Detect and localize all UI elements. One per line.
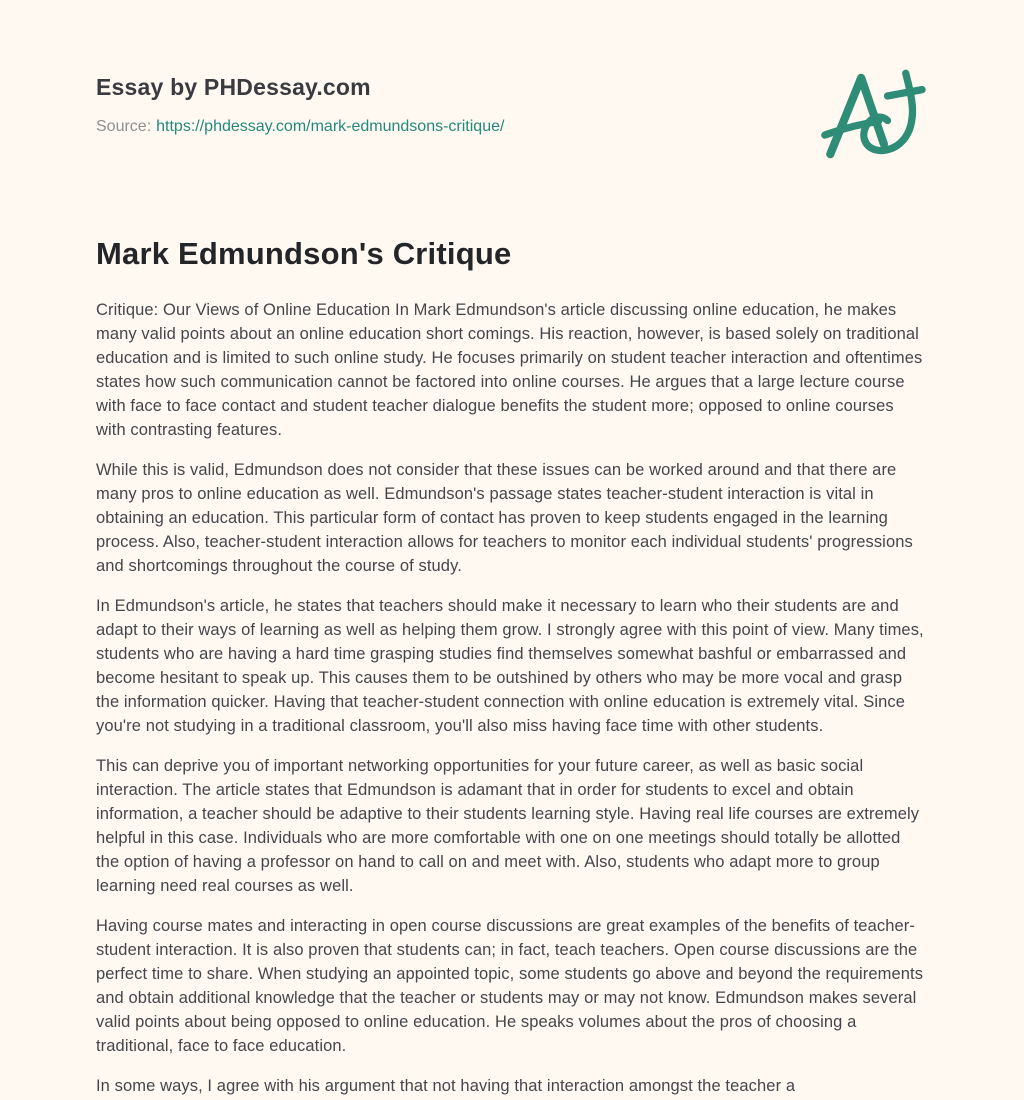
essay-title: Mark Edmundson's Critique [96,236,512,271]
essay-paragraph-5: Having course mates and interacting in open course discussions are great examples of the benefits of teacher-student interaction. It is also proven that students can; in fact, teach teachers. Open course discussions are the perfect time to share. When studying an appointed topic, some students go above and beyond the requirements and obtain additional knowledge that the teacher or students may or may not know. Edmundson makes several valid points about being opposed to online education. He speaks volumes about the pros of choosing a traditional, face to face education. [96,917,924,1055]
source-line [96,117,504,136]
brand-title: Essay by PHDessay.com [96,74,371,100]
source-label: Source: [96,118,152,135]
essay-paragraph-4: This can deprive you of important networking opportunities for your future career, as well as basic social interaction. The article states that Edmundson is adamant that in order for students to excel and obtain information, a teacher should be adaptive to their students learning style. Having real life courses are extremely helpful in this case. Individuals who are more comfortable with one on one meetings should totally be allotted the option of having a professor on hand to call on and meet with. Also, students who adapt more to group learning need real courses as well. [96,757,920,895]
essay-body [96,298,928,1098]
page-header [96,74,928,166]
essay-content [96,236,928,1098]
essay-paragraph-2: While this is valid, Edmundson does not consider that these issues can be worked around and that there are many pros to online education as well. Edmundson's passage states teacher-student interaction is vital in obtaining an education. This particular form of contact has proven to keep students engaged in the learning process. Also, teacher-student interaction allows for teachers to monitor each individual students' progressions and shortcomings throughout the course of study. [96,461,913,575]
essay-paragraph-6: In some ways, I agree with his argument that not having that interaction amongst the teacher a [96,1077,796,1095]
essay-paragraph-3: In Edmundson's article, he states that teachers should make it necessary to learn who their students are and adapt to their ways of learning as well as helping them grow. I strongly agree with this point of view. Many times, students who are having a hard time grasping studies find themselves somewhat bashful or embarrassed and become hesitant to speak up. This causes them to be outshined by others who may be more vocal and grasp the information quicker. Having that teacher-student connection with online education is extremely vital. Since you're not studying in a traditional classroom, you'll also miss having face time with other students. [96,597,924,735]
header-text-block [96,74,504,136]
source-link[interactable]: https://phdessay.com/mark-edmundsons-critique/ [156,118,505,135]
essay-paragraph-1: Critique: Our Views of Online Education In Mark Edmundson's article discussing online education, he makes many valid points about an online education short comings. His reaction, however, is based solely on traditional education and is limited to such online study. He focuses primarily on student teacher interaction and oftentimes states how such communication cannot be factored into online courses. He argues that a large lecture course with face to face contact and student teacher dialogue benefits the student more; opposed to online courses with contrasting features. [96,301,923,439]
a-plus-logo-icon [818,66,928,166]
